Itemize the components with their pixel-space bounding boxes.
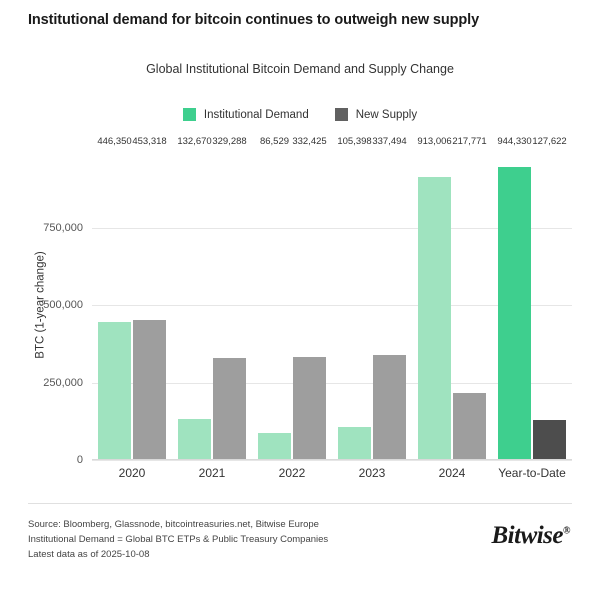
bar-wrap-demand-ytd bbox=[497, 136, 532, 460]
legend-label-demand: Institutional Demand bbox=[203, 108, 309, 121]
bar-value-supply-2023: 337,494 bbox=[372, 136, 407, 147]
footer-notes bbox=[28, 517, 368, 562]
bar-wrap-demand-2020 bbox=[97, 136, 132, 460]
bar-value-demand-2023: 105,398 bbox=[337, 136, 372, 147]
y-tick-250000: 250,000 bbox=[43, 376, 83, 389]
plot-area bbox=[43, 136, 572, 466]
x-tick-2020: 2020 bbox=[118, 466, 146, 480]
x-tick-2022: 2022 bbox=[278, 466, 306, 480]
bar-value-demand-2024: 913,006 bbox=[417, 136, 452, 147]
bar-wrap-supply-2021 bbox=[212, 136, 247, 460]
legend-swatch-demand bbox=[183, 108, 196, 121]
bar-wrap-demand-2024 bbox=[417, 136, 452, 460]
legend-item-demand[interactable] bbox=[183, 108, 309, 121]
legend-swatch-supply bbox=[335, 108, 348, 121]
bar-value-demand-2020: 446,350 bbox=[97, 136, 132, 147]
footer-definition: Institutional Demand = Global BTC ETPs & Public Treasury Companies bbox=[28, 534, 329, 545]
bar-value-demand-2022: 86,529 bbox=[259, 136, 290, 147]
y-tick-750000: 750,000 bbox=[43, 221, 83, 234]
footer-divider bbox=[28, 503, 572, 504]
y-tick-500000: 500,000 bbox=[43, 299, 83, 311]
bar-demand-2023[interactable] bbox=[338, 427, 371, 460]
bar-supply-2023[interactable] bbox=[373, 355, 406, 460]
legend-item-supply[interactable] bbox=[335, 108, 417, 121]
legend-label-supply: New Supply bbox=[355, 108, 418, 121]
bar-wrap-supply-2024 bbox=[452, 136, 487, 460]
x-tick-2021: 2021 bbox=[198, 466, 226, 480]
bar-group-2023 bbox=[332, 136, 412, 460]
bar-demand-ytd[interactable] bbox=[498, 167, 531, 460]
bar-groups bbox=[92, 136, 572, 460]
bitwise-logo-text: Bitwise bbox=[491, 522, 564, 549]
footer-source: Source: Bloomberg, Glassnode, bitcointreasuries.net, Bitwise Europe bbox=[28, 519, 319, 530]
bar-value-demand-ytd: 944,330 bbox=[497, 136, 532, 147]
bar-demand-2021[interactable] bbox=[178, 419, 211, 460]
x-axis-line bbox=[92, 459, 572, 460]
bar-wrap-supply-2022 bbox=[292, 136, 327, 460]
bar-value-supply-ytd: 127,622 bbox=[532, 136, 567, 147]
bar-supply-2022[interactable] bbox=[293, 357, 326, 460]
bar-wrap-demand-2022 bbox=[258, 136, 291, 460]
bar-demand-2022[interactable] bbox=[258, 433, 291, 460]
bar-value-supply-2020: 453,318 bbox=[132, 136, 167, 147]
page-title: Institutional demand for bitcoin continues to outweigh new supply bbox=[28, 12, 480, 28]
bar-group-2022 bbox=[252, 136, 332, 460]
bar-group-year-to-date bbox=[492, 136, 572, 460]
bar-wrap-supply-2020 bbox=[132, 136, 167, 460]
footer-latest-date: Latest data as of 2025-10-08 bbox=[28, 549, 150, 560]
registered-trademark-icon: ® bbox=[563, 525, 570, 537]
bar-supply-2021[interactable] bbox=[213, 358, 246, 460]
bar-wrap-demand-2023 bbox=[337, 136, 372, 460]
bar-wrap-supply-ytd bbox=[532, 136, 567, 460]
chart-subtitle: Global Institutional Bitcoin Demand and Supply Change bbox=[146, 62, 454, 76]
bar-wrap-demand-2021 bbox=[177, 136, 212, 460]
x-axis-labels bbox=[92, 466, 572, 480]
bar-supply-2024[interactable] bbox=[453, 393, 486, 461]
bar-supply-ytd[interactable] bbox=[533, 420, 566, 460]
gridline-0 bbox=[76, 454, 572, 466]
bar-demand-2024[interactable] bbox=[418, 177, 451, 460]
bar-value-supply-2021: 329,288 bbox=[212, 136, 247, 147]
bar-value-supply-2024: 217,771 bbox=[452, 136, 487, 147]
bar-value-demand-2021: 132,670 bbox=[177, 136, 212, 147]
x-tick-year-to-date: Year-to-Date bbox=[498, 466, 566, 480]
bar-group-2021 bbox=[172, 136, 252, 460]
bar-value-supply-2022: 332,425 bbox=[292, 136, 327, 147]
y-tick-0: 0 bbox=[76, 454, 83, 466]
x-tick-2023: 2023 bbox=[358, 466, 386, 480]
bar-demand-2020[interactable] bbox=[98, 322, 131, 460]
bitwise-logo bbox=[492, 522, 571, 550]
bar-group-2020 bbox=[92, 136, 172, 460]
bar-supply-2020[interactable] bbox=[133, 320, 166, 461]
chart-legend bbox=[0, 108, 600, 121]
y-axis-label: BTC (1-year change) bbox=[35, 251, 47, 359]
bar-wrap-supply-2023 bbox=[372, 136, 407, 460]
x-tick-2024: 2024 bbox=[438, 466, 466, 480]
bar-group-2024 bbox=[412, 136, 492, 460]
